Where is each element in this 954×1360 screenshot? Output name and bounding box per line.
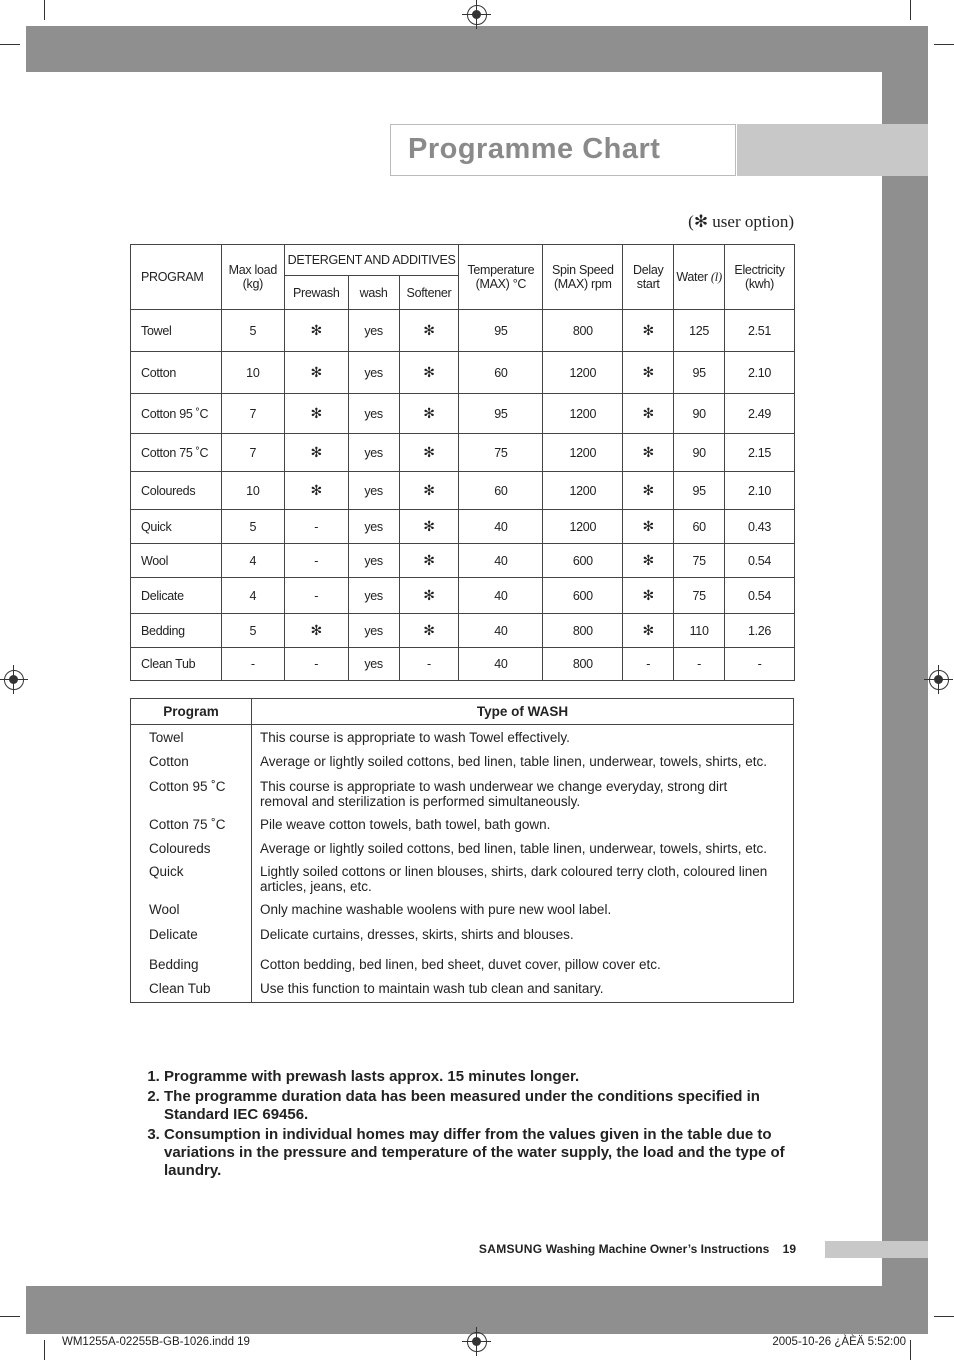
max-load-cell: 5 xyxy=(221,614,284,648)
max-load-cell: 10 xyxy=(221,472,284,510)
delay-start-cell: ✻ xyxy=(623,394,674,434)
wash-description: Pile weave cotton towels, bath towel, bath gown. xyxy=(252,813,794,837)
header-water-unit: (l) xyxy=(710,270,722,284)
wash-description: Delicate curtains, dresses, skirts, shirts and blouses. xyxy=(252,922,794,949)
electricity-cell: 0.43 xyxy=(725,510,795,544)
softener-cell: ✻ xyxy=(399,352,459,394)
wash-row xyxy=(131,773,794,813)
spin-speed-cell: 800 xyxy=(543,648,623,681)
softener-cell: ✻ xyxy=(399,434,459,472)
prewash-cell: ✻ xyxy=(284,614,348,648)
wash-description: Use this function to maintain wash tub clean and sanitary. xyxy=(252,977,794,1003)
program-name-cell: Bedding xyxy=(131,614,222,648)
program-row xyxy=(131,472,795,510)
header-prewash: Prewash xyxy=(284,276,348,310)
delay-start-cell: ✻ xyxy=(623,578,674,614)
prewash-cell: ✻ xyxy=(284,472,348,510)
registration-mark-icon xyxy=(467,5,487,25)
program-row xyxy=(131,614,795,648)
water-cell: - xyxy=(674,648,725,681)
user-option-note: (✻ user option) xyxy=(688,212,794,231)
softener-cell: ✻ xyxy=(399,472,459,510)
prewash-cell: - xyxy=(284,544,348,578)
note-item: 3. Consumption in individual homes may differ from the values given in the table due to variations in the pressure and temperature of the water supply, the load and the type of laundry. xyxy=(164,1126,824,1180)
wash-row xyxy=(131,860,794,898)
header-water-text: Water xyxy=(676,270,708,284)
max-load-cell: 5 xyxy=(221,510,284,544)
footer-tab xyxy=(825,1241,928,1258)
wash-row xyxy=(131,750,794,774)
spin-speed-cell: 1200 xyxy=(543,394,623,434)
header-temperature-text: Temperature (MAX) °C xyxy=(467,263,535,291)
footer-text: Washing Machine Owner’s Instructions xyxy=(545,1242,770,1256)
spin-speed-cell: 800 xyxy=(543,310,623,352)
wash-row xyxy=(131,725,794,750)
wash-description: Average or lightly soiled cottons, bed linen, table linen, underwear, towels, shirts, etc. xyxy=(252,750,794,774)
program-row xyxy=(131,394,795,434)
max-load-cell: 4 xyxy=(221,578,284,614)
program-row xyxy=(131,310,795,352)
crop-mark xyxy=(44,0,45,20)
softener-cell: ✻ xyxy=(399,510,459,544)
wash-program-name: Bedding xyxy=(131,948,252,977)
spin-speed-cell: 600 xyxy=(543,544,623,578)
program-name-cell: Quick xyxy=(131,510,222,544)
water-cell: 110 xyxy=(674,614,725,648)
wash-program-name: Wool xyxy=(131,898,252,922)
header-delay-start xyxy=(623,245,674,310)
delay-start-cell: - xyxy=(623,648,674,681)
electricity-cell: 0.54 xyxy=(725,578,795,614)
wash-cell: yes xyxy=(348,510,399,544)
max-load-cell: 5 xyxy=(221,310,284,352)
crop-mark xyxy=(910,0,911,20)
water-cell: 75 xyxy=(674,578,725,614)
wash-program-name: Coloureds xyxy=(131,837,252,861)
registration-mark-icon xyxy=(467,1332,487,1352)
temperature-cell: 40 xyxy=(459,578,543,614)
water-cell: 95 xyxy=(674,352,725,394)
wash-description: This course is appropriate to wash Towel effectively. xyxy=(252,725,794,750)
crop-mark xyxy=(910,1340,911,1360)
program-name-cell: Cotton 95 ˚C xyxy=(131,394,222,434)
wash-program-name: Cotton 75 ˚C xyxy=(131,813,252,837)
wash-program-name: Delicate xyxy=(131,922,252,949)
spin-speed-cell: 1200 xyxy=(543,510,623,544)
program-name-cell: Delicate xyxy=(131,578,222,614)
water-cell: 95 xyxy=(674,472,725,510)
wash-cell: yes xyxy=(348,434,399,472)
wash-cell: yes xyxy=(348,394,399,434)
header-max-load-text: Max load (kg) xyxy=(228,263,277,291)
wash-row xyxy=(131,977,794,1003)
prewash-cell: ✻ xyxy=(284,310,348,352)
delay-start-cell: ✻ xyxy=(623,614,674,648)
temperature-cell: 60 xyxy=(459,472,543,510)
water-cell: 90 xyxy=(674,434,725,472)
prewash-cell: ✻ xyxy=(284,394,348,434)
wash-description: Lightly soiled cottons or linen blouses, shirts, dark coloured terry cloth, coloured linen articles, jeans, etc. xyxy=(252,860,794,898)
wash-row xyxy=(131,813,794,837)
program-name-cell: Wool xyxy=(131,544,222,578)
prewash-cell: ✻ xyxy=(284,434,348,472)
header-delay-start-text: Delay start xyxy=(632,263,664,291)
notes-list xyxy=(140,1068,824,1182)
note-item: 2. The programme duration data has been measured under the conditions specified in Standard IEC 69456. xyxy=(164,1088,824,1124)
wash-cell: yes xyxy=(348,648,399,681)
wash-description: This course is appropriate to wash underwear we change everyday, strong dirt removal and sterilization is performed simultaneously. xyxy=(252,773,794,813)
softener-cell: - xyxy=(399,648,459,681)
header-softener: Softener xyxy=(399,276,459,310)
electricity-cell: 2.15 xyxy=(725,434,795,472)
top-band xyxy=(26,26,928,72)
temperature-cell: 95 xyxy=(459,394,543,434)
electricity-cell: 1.26 xyxy=(725,614,795,648)
program-name-cell: Cotton xyxy=(131,352,222,394)
header-detergent: DETERGENT AND ADDITIVES xyxy=(284,245,459,276)
wash-program-name: Cotton 95 ˚C xyxy=(131,773,252,813)
title-tab xyxy=(737,124,928,176)
note-item: 1. Programme with prewash lasts approx. 15 minutes longer. xyxy=(164,1068,824,1086)
max-load-cell: 4 xyxy=(221,544,284,578)
crop-mark xyxy=(0,1316,20,1317)
crop-mark xyxy=(934,1316,954,1317)
wash-description: Cotton bedding, bed linen, bed sheet, duvet cover, pillow cover etc. xyxy=(252,948,794,977)
header-program: PROGRAM xyxy=(131,245,222,310)
delay-start-cell: ✻ xyxy=(623,472,674,510)
program-row xyxy=(131,578,795,614)
program-row xyxy=(131,352,795,394)
prewash-cell: ✻ xyxy=(284,352,348,394)
temperature-cell: 75 xyxy=(459,434,543,472)
header-spin-speed xyxy=(543,245,623,310)
temperature-cell: 40 xyxy=(459,544,543,578)
header-wash: wash xyxy=(348,276,399,310)
header-water xyxy=(674,245,725,310)
print-slug-date: 2005-10-26 ¿ÀÈÄ 5:52:00 xyxy=(772,1336,906,1348)
delay-start-cell: ✻ xyxy=(623,510,674,544)
temperature-cell: 40 xyxy=(459,510,543,544)
title-box xyxy=(390,124,736,176)
wash-program-name: Clean Tub xyxy=(131,977,252,1003)
header-electricity-text: Electricity (kwh) xyxy=(734,263,785,291)
spin-speed-cell: 800 xyxy=(543,614,623,648)
program-name-cell: Towel xyxy=(131,310,222,352)
prewash-cell: - xyxy=(284,510,348,544)
max-load-cell: 10 xyxy=(221,352,284,394)
delay-start-cell: ✻ xyxy=(623,434,674,472)
prewash-cell: - xyxy=(284,648,348,681)
page-number: 19 xyxy=(782,1242,796,1256)
wash-cell: yes xyxy=(348,614,399,648)
spin-speed-cell: 1200 xyxy=(543,472,623,510)
crop-mark xyxy=(934,44,954,45)
softener-cell: ✻ xyxy=(399,614,459,648)
electricity-cell: 0.54 xyxy=(725,544,795,578)
program-row xyxy=(131,510,795,544)
wash-program-name: Quick xyxy=(131,860,252,898)
max-load-cell: - xyxy=(221,648,284,681)
registration-mark-icon xyxy=(929,670,949,690)
temperature-cell: 40 xyxy=(459,614,543,648)
delay-start-cell: ✻ xyxy=(623,352,674,394)
program-row xyxy=(131,434,795,472)
header-max-load xyxy=(221,245,284,310)
wash-header-program: Program xyxy=(131,699,252,725)
page-title: Programme Chart xyxy=(408,133,661,165)
wash-row xyxy=(131,898,794,922)
wash-cell: yes xyxy=(348,352,399,394)
wash-program-name: Towel xyxy=(131,725,252,750)
page-footer xyxy=(479,1242,796,1256)
prewash-cell: - xyxy=(284,578,348,614)
wash-cell: yes xyxy=(348,578,399,614)
delay-start-cell: ✻ xyxy=(623,544,674,578)
print-slug-file: WM1255A-02255B-GB-1026.indd 19 xyxy=(62,1336,250,1348)
wash-row xyxy=(131,837,794,861)
wash-program-name: Cotton xyxy=(131,750,252,774)
crop-mark xyxy=(0,44,20,45)
wash-description: Average or lightly soiled cottons, bed linen, table linen, underwear, towels, shirts, etc. xyxy=(252,837,794,861)
softener-cell: ✻ xyxy=(399,394,459,434)
electricity-cell: 2.10 xyxy=(725,352,795,394)
electricity-cell: 2.51 xyxy=(725,310,795,352)
header-temperature xyxy=(459,245,543,310)
max-load-cell: 7 xyxy=(221,394,284,434)
water-cell: 75 xyxy=(674,544,725,578)
water-cell: 125 xyxy=(674,310,725,352)
wash-cell: yes xyxy=(348,310,399,352)
delay-start-cell: ✻ xyxy=(623,310,674,352)
electricity-cell: 2.10 xyxy=(725,472,795,510)
program-name-cell: Clean Tub xyxy=(131,648,222,681)
electricity-cell: - xyxy=(725,648,795,681)
right-band xyxy=(882,72,928,1286)
wash-cell: yes xyxy=(348,544,399,578)
crop-mark xyxy=(44,1340,45,1360)
program-name-cell: Cotton 75 ˚C xyxy=(131,434,222,472)
softener-cell: ✻ xyxy=(399,310,459,352)
wash-row xyxy=(131,948,794,977)
water-cell: 60 xyxy=(674,510,725,544)
wash-type-table xyxy=(130,698,794,1003)
brand-name: SAMSUNG xyxy=(478,1242,543,1256)
program-name-cell: Coloureds xyxy=(131,472,222,510)
softener-cell: ✻ xyxy=(399,578,459,614)
wash-row xyxy=(131,922,794,949)
program-row xyxy=(131,544,795,578)
max-load-cell: 7 xyxy=(221,434,284,472)
registration-mark-icon xyxy=(4,670,24,690)
spin-speed-cell: 1200 xyxy=(543,434,623,472)
header-spin-speed-text: Spin Speed (MAX) rpm xyxy=(551,263,614,291)
programme-table xyxy=(130,244,795,681)
temperature-cell: 95 xyxy=(459,310,543,352)
spin-speed-cell: 1200 xyxy=(543,352,623,394)
wash-cell: yes xyxy=(348,472,399,510)
electricity-cell: 2.49 xyxy=(725,394,795,434)
wash-description: Only machine washable woolens with pure new wool label. xyxy=(252,898,794,922)
temperature-cell: 60 xyxy=(459,352,543,394)
temperature-cell: 40 xyxy=(459,648,543,681)
wash-header-type: Type of WASH xyxy=(252,699,794,725)
water-cell: 90 xyxy=(674,394,725,434)
program-row xyxy=(131,648,795,681)
softener-cell: ✻ xyxy=(399,544,459,578)
spin-speed-cell: 600 xyxy=(543,578,623,614)
header-electricity xyxy=(725,245,795,310)
